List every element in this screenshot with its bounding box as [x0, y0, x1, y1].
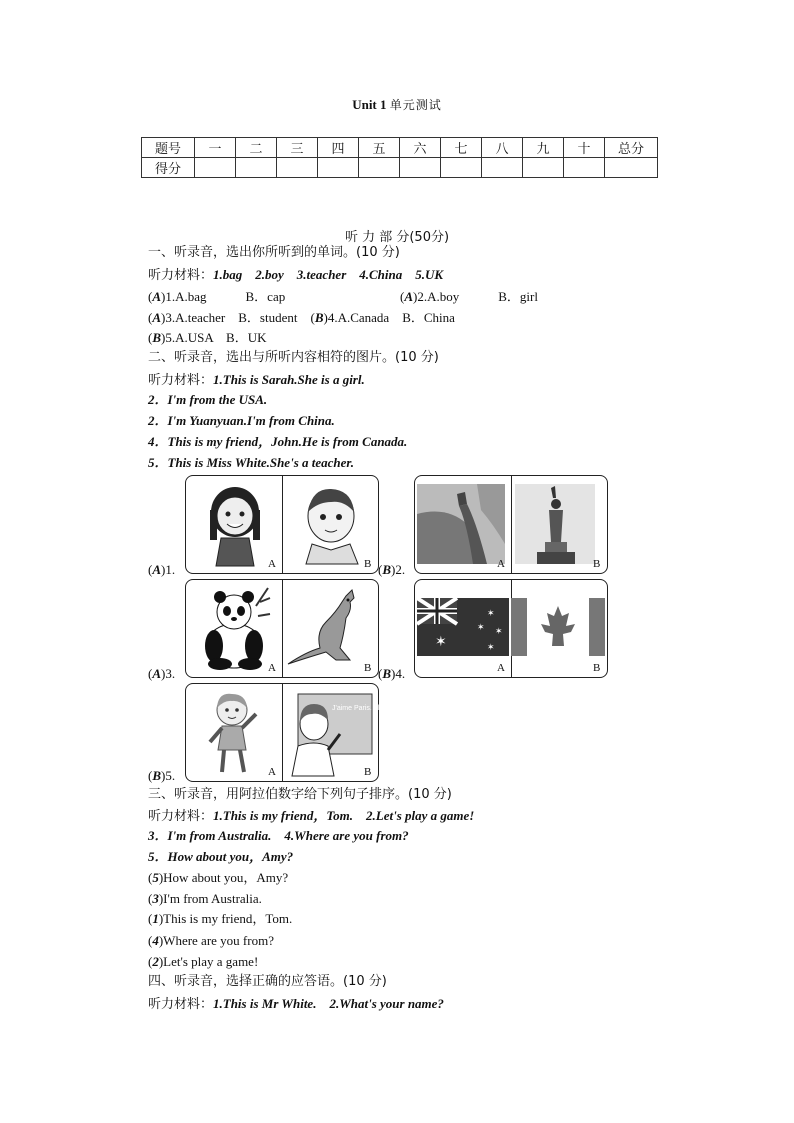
answer: A: [404, 289, 414, 304]
australia-flag-icon: [417, 598, 509, 656]
option-b-label: B: [593, 558, 601, 570]
svg-text:✶: ✶: [435, 634, 447, 650]
section2-heading: 二、听录音，选出与所听内容相符的图片。(10 分): [148, 350, 439, 365]
score-header-cell: 六: [400, 138, 441, 158]
svg-text:✶: ✶: [477, 623, 485, 633]
s2-q4-options: [414, 579, 608, 678]
score-header-cell: 八: [482, 138, 523, 158]
score-input-cell[interactable]: [605, 158, 658, 178]
teacher-icon: [288, 690, 411, 776]
score-row-label: 得分: [142, 158, 195, 178]
girl-icon: [204, 482, 266, 566]
score-table-header-row: [142, 138, 658, 158]
score-header-cell: 四: [318, 138, 359, 158]
s3-item: (3)I'm from Australia.: [148, 891, 262, 906]
s2-q2-label: (B)2.: [378, 562, 406, 577]
answer: A: [152, 289, 162, 304]
svg-text:✶: ✶: [487, 643, 495, 653]
option-b-label: B: [593, 662, 601, 674]
s2-q3-label: (A)3.: [148, 666, 176, 681]
score-header-cell: 五: [359, 138, 400, 158]
section4-material: 听力材料：1.This is Mr White. 2.What's your name?: [148, 996, 444, 1012]
answer: B: [314, 310, 324, 325]
option-a-label: A: [497, 662, 505, 674]
score-header-cell: 七: [441, 138, 482, 158]
board-text: J'aime Paris. I love Paris.: [332, 705, 411, 712]
section3-heading: 三、听录音，用阿拉伯数字给下列句子排序。(10 分): [148, 787, 452, 802]
s1-q3: (A)3.A.teacher B．student (B)4.A.Canada B．China: [148, 310, 455, 325]
score-input-cell[interactable]: [482, 158, 523, 178]
score-input-cell[interactable]: [523, 158, 564, 178]
waving-girl-icon: [204, 690, 264, 774]
score-table-score-row: [142, 158, 658, 178]
answer: B: [152, 330, 162, 345]
unit-subtitle: 单元测试: [389, 98, 442, 112]
score-header-cell: 九: [523, 138, 564, 158]
option-b-label: B: [364, 766, 372, 778]
s3-item: (2)Let's play a game!: [148, 954, 259, 969]
s2-q1-options: [185, 475, 379, 574]
s3-item: (4)Where are you from?: [148, 933, 274, 948]
section3-material-line: 3．I'm from Australia. 4.Where are you from?: [148, 828, 409, 843]
section4-heading: 四、听录音，选择正确的应答语。(10 分): [148, 974, 387, 989]
s1-q2: (A)2.A.boy B．girl: [400, 289, 538, 304]
section2-material-line: 4．This is my friend，John.He is from Canada.: [148, 434, 408, 449]
kangaroo-icon: [286, 588, 370, 668]
section2-material: 听力材料：1.This is Sarah.She is a girl.: [148, 372, 365, 388]
option-a-label: A: [268, 662, 276, 674]
s3-item: (1)This is my friend，Tom.: [148, 911, 293, 926]
section3-material: 听力材料：1.This is my friend，Tom. 2.Let's play a game!: [148, 808, 475, 824]
score-input-cell[interactable]: [195, 158, 236, 178]
score-header-cell: 二: [236, 138, 277, 158]
option-b-label: B: [364, 558, 372, 570]
page-title: [0, 96, 794, 113]
statue-of-liberty-icon: [515, 484, 595, 564]
option-a-label: A: [268, 766, 276, 778]
option-b-label: B: [364, 662, 372, 674]
s2-q4-label: (B)4.: [378, 666, 406, 681]
s2-q2-options: [414, 475, 608, 574]
unit-title: Unit 1: [352, 97, 387, 112]
panda-icon: [198, 586, 272, 670]
s1-q5: (B)5.A.USA B．UK: [148, 330, 267, 345]
score-input-cell[interactable]: [400, 158, 441, 178]
score-header-cell: 三: [277, 138, 318, 158]
s2-q3-options: [185, 579, 379, 678]
listening-section-header: 听 力 部 分(50分): [344, 230, 450, 245]
score-table: [141, 137, 658, 178]
s2-q5-label: (B)5.: [148, 768, 176, 783]
option-a-label: A: [497, 558, 505, 570]
section2-material-line: 2．I'm Yuanyuan.I'm from China.: [148, 413, 335, 428]
score-input-cell[interactable]: [564, 158, 605, 178]
score-header-cell: 总分: [605, 138, 658, 158]
svg-text:✶: ✶: [495, 627, 503, 637]
s3-item: (5)How about you，Amy?: [148, 870, 289, 885]
section1-heading: 一、听录音，选出你所听到的单词。(10 分): [148, 245, 400, 260]
score-input-cell[interactable]: [441, 158, 482, 178]
great-wall-icon: [417, 484, 505, 564]
section2-material-line: 5．This is Miss White.She's a teacher.: [148, 455, 354, 470]
score-input-cell[interactable]: [359, 158, 400, 178]
boy-icon: [298, 484, 364, 564]
section3-material-line: 5．How about you，Amy?: [148, 849, 294, 864]
section1-material: 听力材料：1.bag 2.boy 3.teacher 4.China 5.UK: [148, 267, 444, 283]
answer: A: [152, 310, 162, 325]
score-input-cell[interactable]: [277, 158, 318, 178]
score-input-cell[interactable]: [318, 158, 359, 178]
s2-q1-label: (A)1.: [148, 562, 176, 577]
score-header-cell: 十: [564, 138, 605, 158]
s2-q5-options: [185, 683, 411, 782]
score-header-cell: 题号: [142, 138, 195, 158]
score-header-cell: 一: [195, 138, 236, 158]
svg-text:✶: ✶: [487, 609, 495, 619]
score-input-cell[interactable]: [236, 158, 277, 178]
section2-material-line: 2．I'm from the USA.: [148, 392, 268, 407]
s1-q1: (A)1.A.bag B．cap: [148, 289, 286, 304]
canada-flag-icon: [511, 598, 605, 656]
option-a-label: A: [268, 558, 276, 570]
